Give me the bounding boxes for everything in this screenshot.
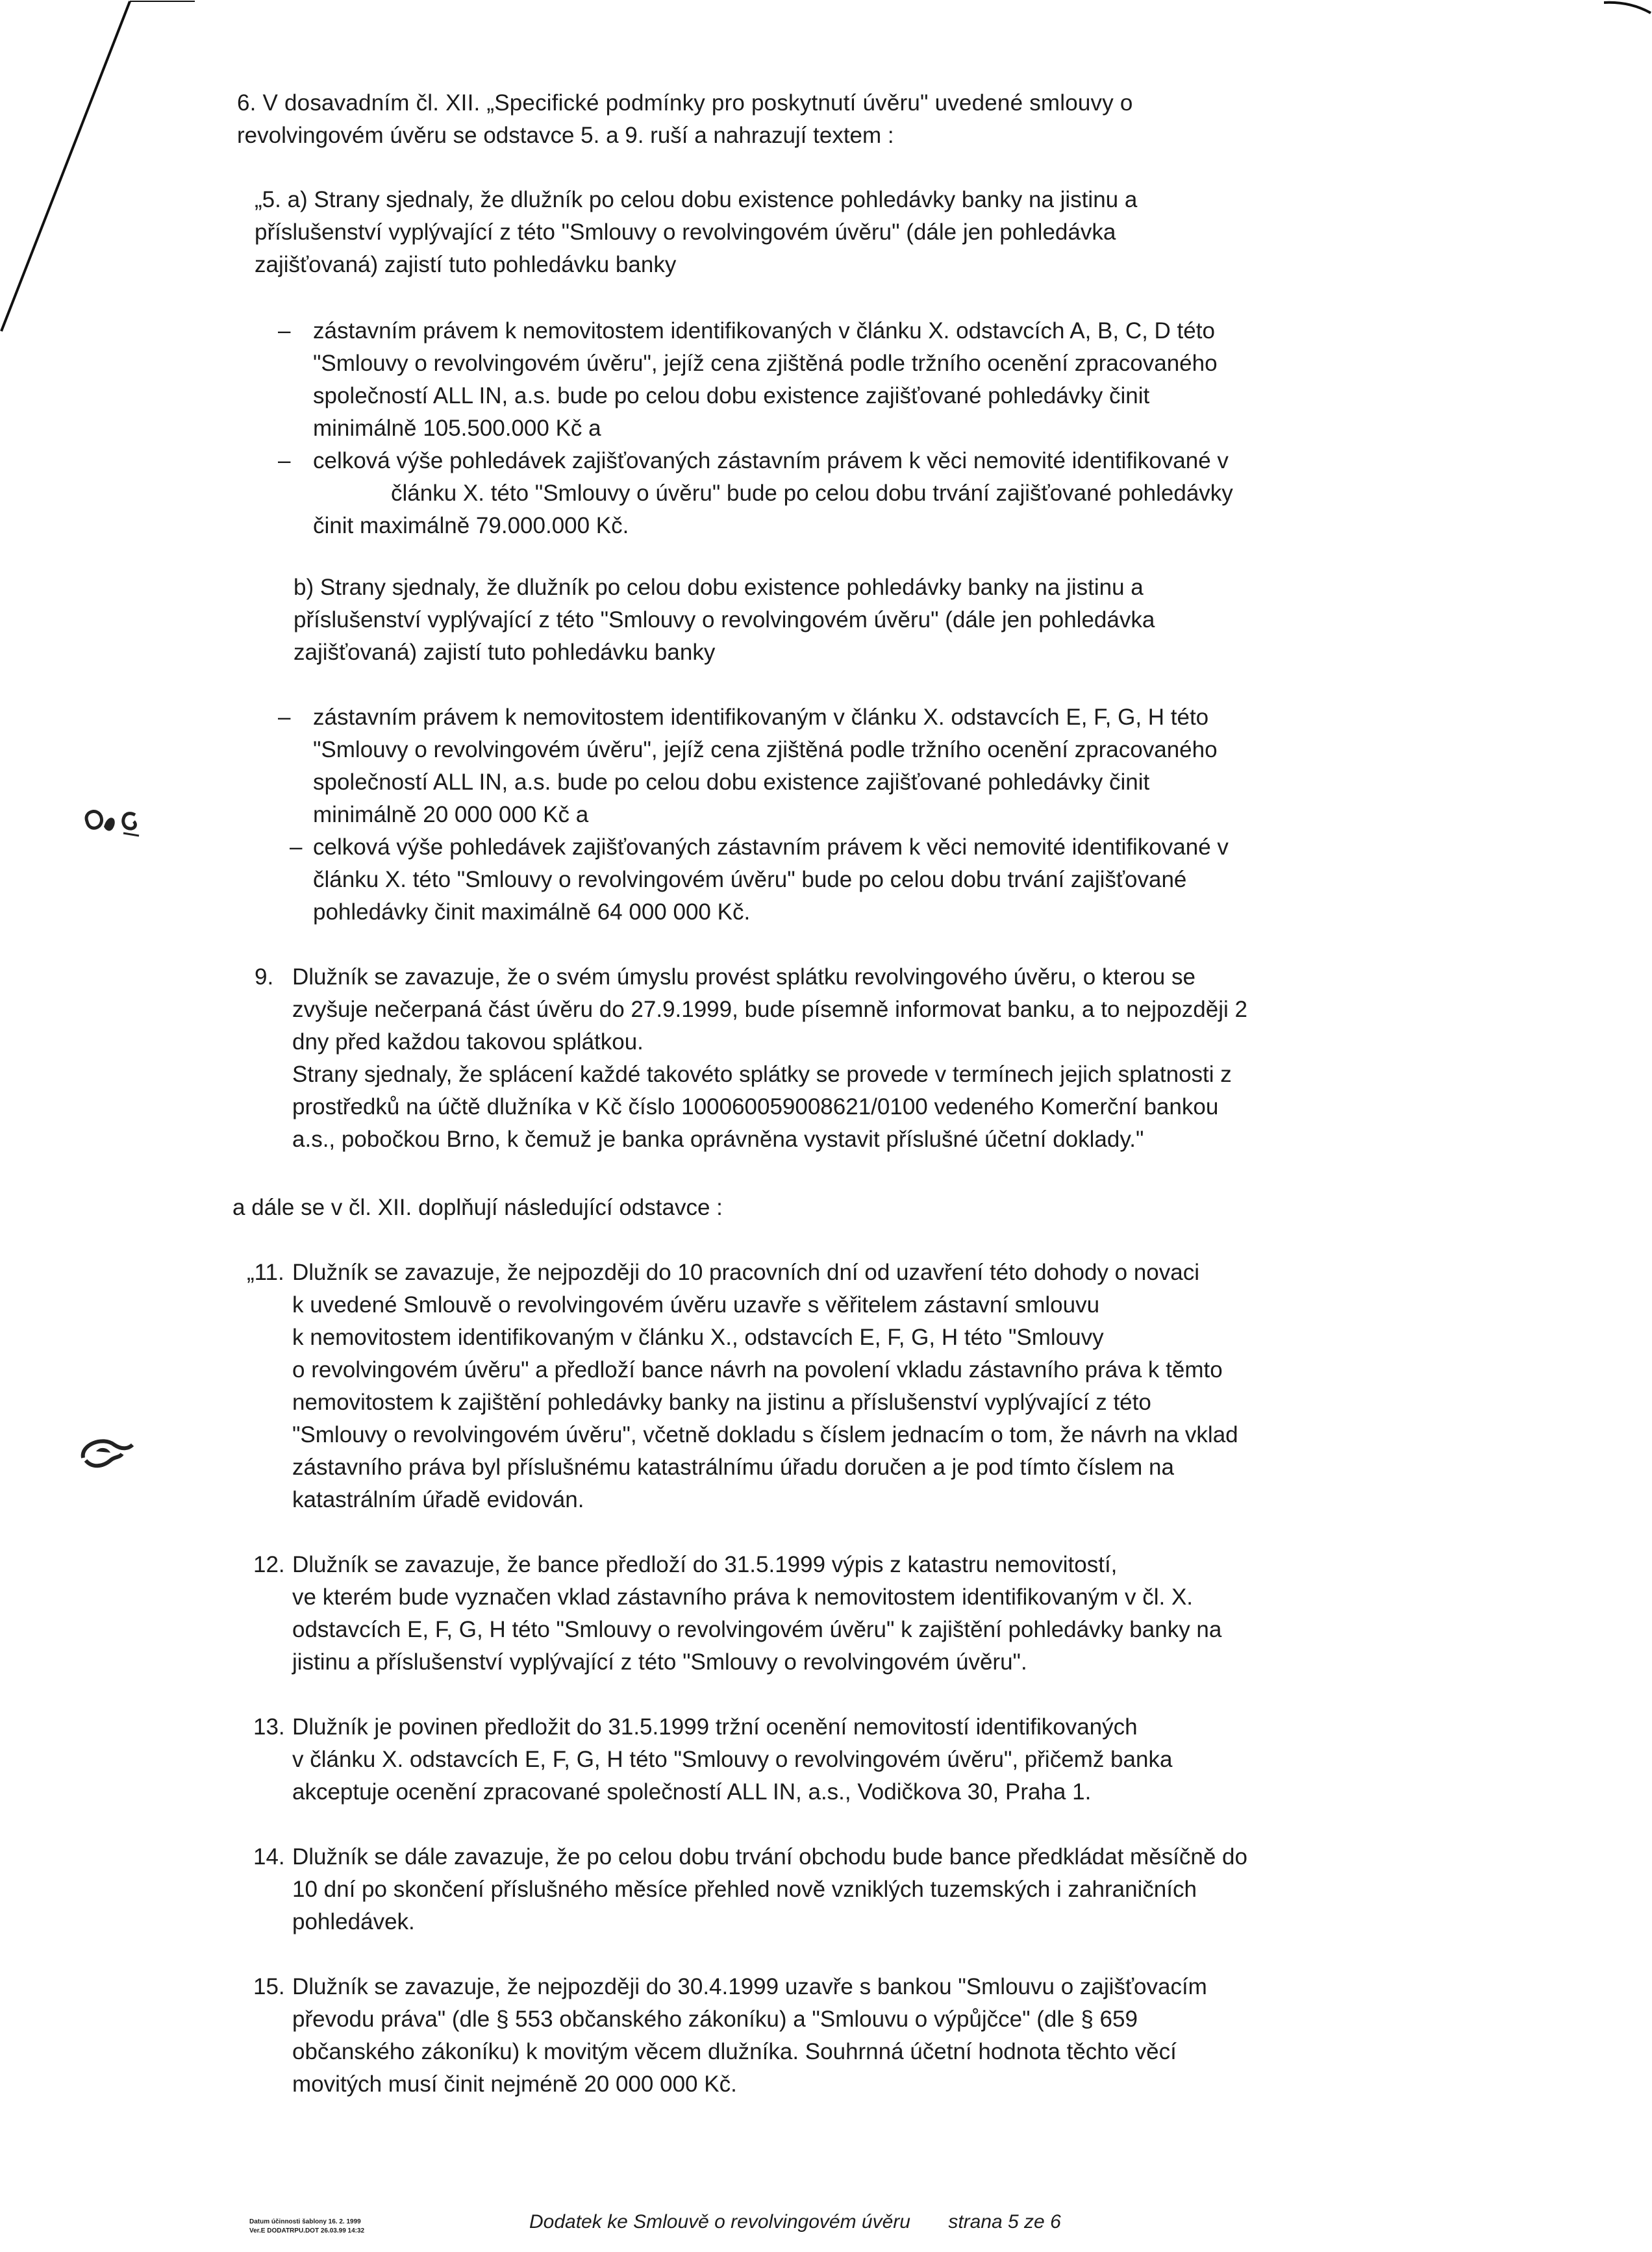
initials-mark-2 xyxy=(77,1432,135,1477)
point-9-paragraph xyxy=(292,961,1442,1156)
footer xyxy=(529,2211,1061,2233)
bullet-a2 xyxy=(313,445,1446,542)
bullet-line: zástavním právem k nemovitostem identifikovaným v článku X. odstavcích E, F, G, H této xyxy=(313,705,1209,730)
footer-page-number: strana 5 ze 6 xyxy=(948,2211,1061,2233)
initials-mark-1 xyxy=(78,802,143,841)
bullet-line: minimálně 20 000 000 Kč a xyxy=(313,802,589,827)
point-9-line: dny před každou takovou splátkou. xyxy=(292,1029,644,1055)
point-11-line: o revolvingovém úvěru" a předloží bance návrh na povolení vkladu zástavního práva k těmto xyxy=(292,1357,1223,1382)
bullet-line: pohledávky činit maximálně 64 000 000 Kč. xyxy=(313,899,751,925)
point-9-line: Dlužník se zavazuje, že o svém úmyslu provést splátku revolvingového úvěru, o kterou se xyxy=(292,964,1195,990)
point-9-line: prostředků na účtě dlužníka v Kč číslo 100060059008621/0100 vedeného Komerční bankou xyxy=(292,1094,1219,1120)
point-14-line: pohledávek. xyxy=(292,1909,415,1934)
point-11-line: k nemovitostem identifikovaným v článku X., odstavcích E, F, G, H této "Smlouvy xyxy=(292,1325,1104,1350)
point-9-line: Strany sjednaly, že splácení každé takovéto splátky se provede v termínech jejich splatnosti z xyxy=(292,1062,1232,1087)
footer-template-version: Ver.E DODATRPU.DOT 26.03.99 14:32 xyxy=(249,2227,365,2234)
point-15-line: Dlužník se zavazuje, že nejpozději do 30.4.1999 uzavře s bankou "Smlouvu o zajišťovacím xyxy=(292,1974,1207,1999)
point-9-number: 9. xyxy=(255,964,274,990)
point-15-line: občanského zákoníku) k movitým věcem dlužníka. Souhrnná účetní hodnota těchto věcí xyxy=(292,2039,1177,2064)
section-6-paragraph xyxy=(237,87,1445,152)
point-11-paragraph xyxy=(292,1257,1445,1516)
point-5a-line: zajišťovaná) zajistí tuto pohledávku banky xyxy=(255,252,677,277)
bullet-line: minimálně 105.500.000 Kč a xyxy=(313,416,601,441)
scan-corner-artifact xyxy=(0,0,195,338)
bullet-dash: – xyxy=(278,448,291,473)
point-11-line: nemovitostem k zajištění pohledávky banky na jistinu a příslušenství vyplývající z této xyxy=(292,1390,1151,1415)
point-5b-line: b) Strany sjednaly, že dlužník po celou dobu existence pohledávky banky na jistinu a xyxy=(294,575,1144,600)
bullet-dash: – xyxy=(278,705,291,730)
point-12-line: ve kterém bude vyznačen vklad zástavního práva k nemovitostem identifikovaným v čl. X. xyxy=(292,1584,1194,1610)
intro-line: a dále se v čl. XII. doplňují následující odstavce : xyxy=(232,1195,723,1220)
bullet-line: "Smlouvy o revolvingovém úvěru", jejíž cena zjištěná podle tržního ocenění zpracovaného xyxy=(313,737,1218,762)
point-13-number: 13. xyxy=(253,1714,285,1740)
point-5b-line: zajišťovaná) zajistí tuto pohledávku banky xyxy=(294,640,716,665)
point-15-paragraph xyxy=(292,1971,1445,2101)
bullet-line: celková výše pohledávek zajišťovaných zástavním právem k věci nemovité identifikované v xyxy=(313,448,1229,473)
point-15-number: 15. xyxy=(253,1974,285,1999)
bullet-line: "Smlouvy o revolvingovém úvěru", jejíž cena zjištěná podle tržního ocenění zpracovaného xyxy=(313,351,1218,376)
point-13-line: Dlužník je povinen předložit do 31.5.1999 tržní ocenění nemovitostí identifikovaných xyxy=(292,1714,1138,1740)
point-5a-line: příslušenství vyplývající z této "Smlouvy o revolvingovém úvěru" (dále jen pohledávka xyxy=(255,219,1116,245)
point-12-paragraph xyxy=(292,1549,1445,1679)
bullet-b1 xyxy=(313,701,1446,831)
intro-additional-paragraphs xyxy=(232,1192,723,1224)
point-13-line: akceptuje ocenění zpracované společností ALL IN, a.s., Vodičkova 30, Praha 1. xyxy=(292,1779,1092,1805)
point-11-number: „11. xyxy=(247,1260,284,1285)
bullet-line: článku X. této "Smlouvy o revolvingovém úvěru" bude po celou dobu trvání zajišťované xyxy=(313,867,1187,892)
point-5b-line: příslušenství vyplývající z této "Smlouvy o revolvingovém úvěru" (dále jen pohledávka xyxy=(294,607,1155,632)
bullet-line: společností ALL IN, a.s. bude po celou dobu existence zajišťované pohledávky činit xyxy=(313,769,1150,795)
point-15-line: movitých musí činit nejméně 20 000 000 Kč. xyxy=(292,2071,737,2097)
bullet-line: celková výše pohledávek zajišťovaných zástavním právem k věci nemovité identifikované v xyxy=(313,834,1229,860)
point-14-paragraph xyxy=(292,1841,1445,1938)
point-5b-paragraph xyxy=(294,571,1446,669)
point-14-line: 10 dní po skončení příslušného měsíce přehled nově vzniklých tuzemských i zahraničních xyxy=(292,1877,1197,1902)
bullet-b2 xyxy=(313,831,1446,929)
point-9-line: a.s., pobočkou Brno, k čemuž je banka oprávněna vystavit příslušné účetní doklady." xyxy=(292,1127,1144,1152)
bullet-line: společností ALL IN, a.s. bude po celou dobu existence zajišťované pohledávky činit xyxy=(313,383,1150,408)
bullet-dash: – xyxy=(278,318,291,344)
point-13-paragraph xyxy=(292,1711,1445,1808)
point-14-number: 14. xyxy=(253,1844,285,1870)
footer-document-title: Dodatek ke Smlouvě o revolvingovém úvěru xyxy=(529,2211,910,2233)
point-11-line: Dlužník se zavazuje, že nejpozději do 10 pracovních dní od uzavření této dohody o novaci xyxy=(292,1260,1199,1285)
bullet-line: zástavním právem k nemovitostem identifikovaných v článku X. odstavcích A, B, C, D této xyxy=(313,318,1215,344)
point-14-line: Dlužník se dále zavazuje, že po celou dobu trvání obchodu bude bance předkládat měsíčně do xyxy=(292,1844,1247,1870)
point-12-line: Dlužník se zavazuje, že bance předloží do 31.5.1999 výpis z katastru nemovitostí, xyxy=(292,1552,1118,1577)
scan-corner-artifact-right xyxy=(1604,0,1652,19)
bullet-a1 xyxy=(313,315,1446,445)
point-11-line: "Smlouvy o revolvingovém úvěru", včetně dokladu s číslem jednacím o tom, že návrh na vklad xyxy=(292,1422,1238,1447)
bullet-line: činit maximálně 79.000.000 Kč. xyxy=(313,513,629,538)
section-6-line: revolvingovém úvěru se odstavce 5. a 9. ruší a nahrazují textem : xyxy=(237,123,894,148)
point-13-line: v článku X. odstavcích E, F, G, H této "Smlouvy o revolvingovém úvěru", přičemž banka xyxy=(292,1747,1173,1772)
point-5a-paragraph xyxy=(255,184,1449,281)
point-11-line: k uvedené Smlouvě o revolvingovém úvěru uzavře s věřitelem zástavní smlouvu xyxy=(292,1292,1100,1318)
section-6-line: 6. V dosavadním čl. XII. „Specifické podmínky pro poskytnutí úvěru" uvedené smlouvy o xyxy=(237,90,1133,116)
point-15-line: převodu práva" (dle § 553 občanského zákoníku) a "Smlouvu o výpůjčce" (dle § 659 xyxy=(292,2007,1138,2032)
point-9-line: zvyšuje nečerpaná část úvěru do 27.9.1999, bude písemně informovat banku, a to nejpozději 2 xyxy=(292,997,1247,1022)
point-11-line: zástavního práva byl příslušnému katastrálnímu úřadu doručen a je pod tímto číslem na xyxy=(292,1455,1174,1480)
point-12-number: 12. xyxy=(253,1552,285,1577)
point-5a-line: „5. a) Strany sjednaly, že dlužník po celou dobu existence pohledávky banky na jistinu a xyxy=(255,187,1138,212)
bullet-line: článku X. této "Smlouvy o úvěru" bude po celou dobu trvání zajišťované pohledávky xyxy=(391,481,1233,506)
point-11-line: katastrálním úřadě evidován. xyxy=(292,1487,584,1512)
point-12-line: odstavcích E, F, G, H této "Smlouvy o revolvingovém úvěru" k zajištění pohledávky banky na xyxy=(292,1617,1222,1642)
point-12-line: jistinu a příslušenství vyplývající z této "Smlouvy o revolvingovém úvěru". xyxy=(292,1649,1027,1675)
bullet-dash: – xyxy=(290,834,303,860)
footer-template-date: Datum účinnosti šablony 16. 2. 1999 xyxy=(249,2218,361,2225)
